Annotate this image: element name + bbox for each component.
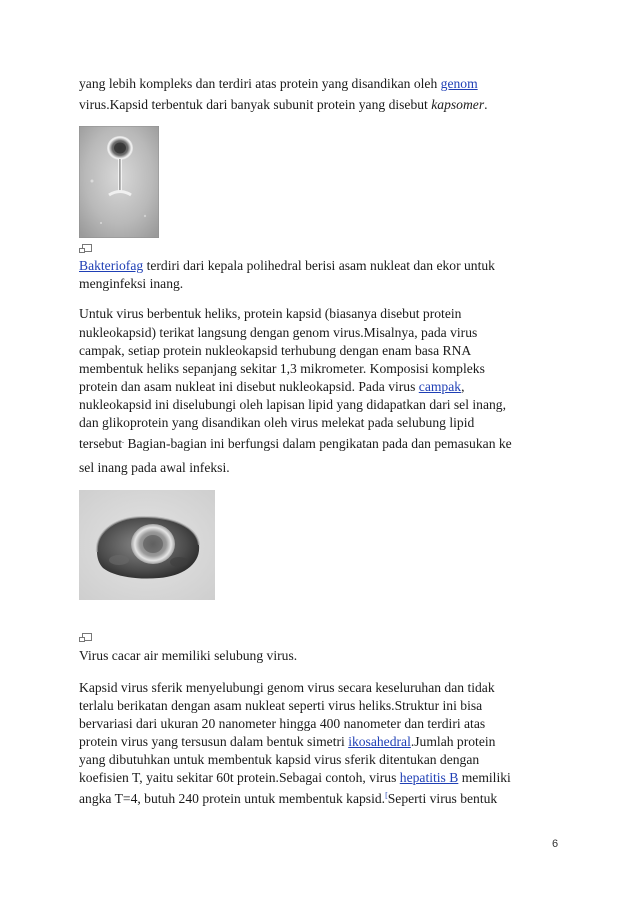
text-line: [79, 414, 474, 431]
text-run: sel inang pada awal infeksi.: [79, 460, 230, 475]
footnote-marker[interactable]: [: [385, 791, 388, 800]
text-run: terlalu berikatan dengan asam nukleat seperti virus heliks.Struktur ini bisa: [79, 698, 483, 713]
text-line: [79, 679, 495, 696]
text-line: [79, 769, 511, 786]
varicella-virus-image: [79, 490, 215, 600]
text-line: [79, 96, 488, 113]
text-line: [79, 360, 485, 377]
text-line: [79, 324, 477, 341]
text-run: bervariasi dari ukuran 20 nanometer hingga 400 nanometer dan terdiri atas: [79, 716, 486, 731]
text-run: Kapsid virus sferik menyelubungi genom virus secara keseluruhan dan tidak: [79, 680, 495, 695]
text-run: campak, setiap protein nukleokapsid terhubung dengan enam basa RNA: [79, 343, 472, 358]
text-line: [79, 787, 497, 807]
link-campak[interactable]: campak: [418, 379, 462, 394]
text-line: [79, 396, 506, 413]
text-line: [79, 733, 495, 750]
footnote-marker[interactable]: .: [122, 436, 125, 445]
text-run: ,: [461, 379, 465, 394]
link-hepatitis-b[interactable]: hepatitis B: [399, 770, 459, 785]
text-run: angka T=4, butuh 240 protein untuk membentuk kapsid.: [79, 791, 386, 806]
text-run: virus.Kapsid terbentuk dari banyak subunit protein yang disebut: [79, 97, 432, 112]
text-run: tersebut: [79, 436, 123, 451]
text-line: [79, 751, 479, 768]
caption-line: [79, 275, 183, 292]
text-run: Bagian-bagian ini berfungsi dalam pengikatan pada dan pemasukan ke: [124, 436, 512, 451]
text-run: memiliki: [458, 770, 511, 785]
text-run: dan glikoprotein yang disandikan oleh virus melekat pada selubung lipid: [79, 415, 475, 430]
text-line: [79, 432, 512, 452]
text-line: [79, 459, 230, 476]
text-run: koefisien T, yaitu sekitar 60t protein.Sebagai contoh, virus: [79, 770, 400, 785]
text-run: nukleokapsid) terikat langsung dengan genom virus.Misalnya, pada virus: [79, 325, 478, 340]
text-line: [79, 378, 464, 395]
text-run: nukleokapsid ini diselubungi oleh lapisan lipid yang didapatkan dari sel inang,: [79, 397, 506, 412]
enlarge-icon[interactable]: [79, 244, 92, 253]
text-run: terdiri dari kepala polihedral berisi asam nukleat dan ekor untuk: [143, 258, 495, 273]
text-run: Seperti virus bentuk: [387, 791, 498, 806]
link-bakteriofag[interactable]: Bakteriofag: [79, 258, 144, 273]
text-run: protein dan asam nukleat ini disebut nukleokapsid. Pada virus: [79, 379, 419, 394]
link-ikosahedral[interactable]: ikosahedral: [348, 734, 411, 749]
text-line: [79, 305, 461, 322]
text-line: [79, 697, 482, 714]
page-number: 6: [552, 838, 559, 850]
text-run: Virus cacar air memiliki selubung virus.: [79, 648, 298, 663]
text-run: yang lebih kompleks dan terdiri atas protein yang disandikan oleh: [79, 76, 441, 91]
text-run: membentuk heliks sepanjang sekitar 1,3 mikrometer. Komposisi kompleks: [79, 361, 485, 376]
text-run: protein virus yang tersusun dalam bentuk simetri: [79, 734, 349, 749]
text-run: menginfeksi inang.: [79, 276, 184, 291]
text-run: .Jumlah protein: [410, 734, 496, 749]
italic-term: kapsomer: [431, 97, 485, 112]
text-line: [79, 342, 471, 359]
bacteriophage-image: [79, 126, 159, 238]
link-genom[interactable]: genom: [440, 76, 478, 91]
caption-line: [79, 257, 495, 274]
text-run: Untuk virus berbentuk heliks, protein kapsid (biasanya disebut protein: [79, 306, 462, 321]
text-run: .: [484, 97, 488, 112]
caption-line: [79, 647, 297, 664]
text-line: [79, 75, 478, 92]
text-run: yang dibutuhkan untuk membentuk kapsid virus sferik ditentukan dengan: [79, 752, 480, 767]
text-line: [79, 715, 485, 732]
enlarge-icon[interactable]: [79, 633, 92, 642]
